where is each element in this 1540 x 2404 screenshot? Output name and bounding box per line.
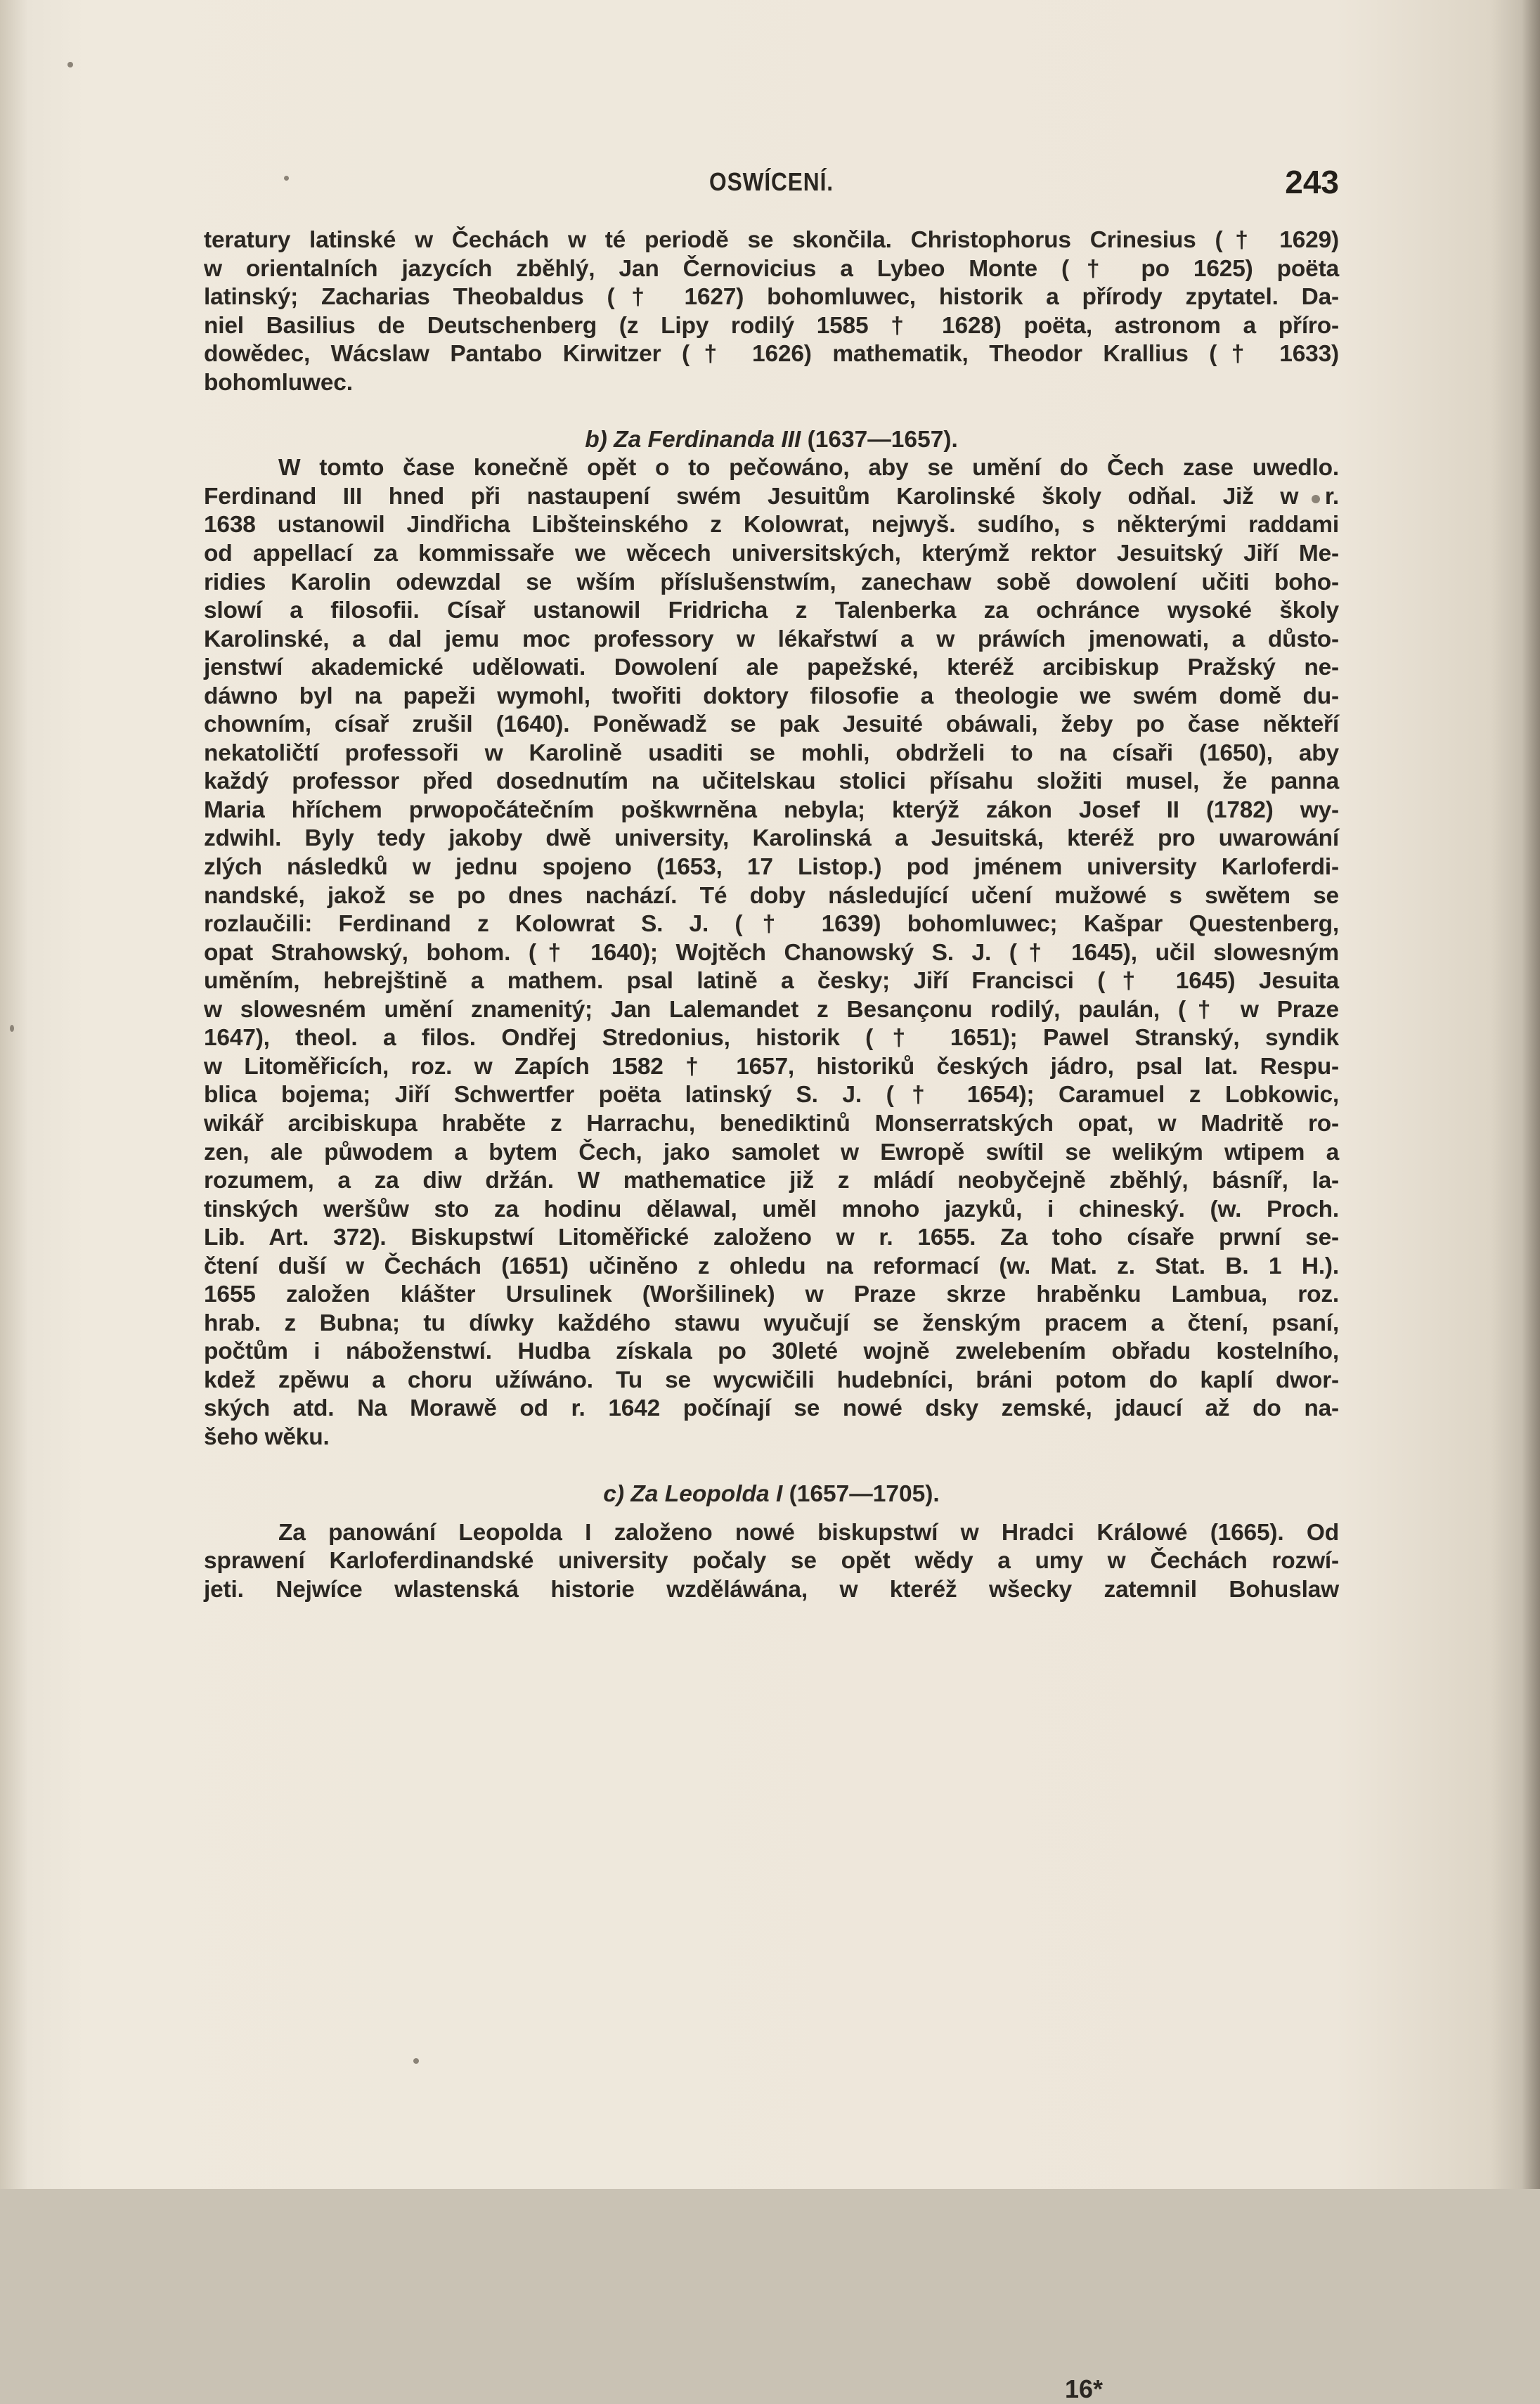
text-line: rozlaučili: Ferdinand z Kolowrat S. J. († 1639) bohomluwec; Kašpar Questenberg, (204, 911, 1339, 938)
section-c-heading-dates: (1657—1705). (789, 1481, 940, 1508)
text-line: dáwno byl na papeži wymohl, twořiti doktory filosofie a theologie we swém domě du- (204, 683, 1339, 709)
text-line: zdwihl. Byly tedy jakoby dwě university, Karolinská a Jesuitská, kteréž pro uwarowání (204, 825, 1339, 852)
text-line: Ferdinand III hned při nastaupení swém Jesuitům Karolinské školy odňal. Již w r. (204, 483, 1339, 510)
text-line: nandské, jakož se po dnes nachází. Té doby následující učení mužowé s swětem se (204, 882, 1339, 909)
text-line: tinských weršůw sto za hodinu dělawal, uměl mnoho jazyků, i chineský. (w. Proch. (204, 1196, 1339, 1222)
text-line: Karolinské, a dal jemu moc professory w lékařstwí a w práwích jmenowati, a důsto- (204, 626, 1339, 652)
section-c-heading-title: c) Za Leopolda I (603, 1481, 783, 1508)
text-line: zlých následků w jednu spojeno (1653, 17 Listop.) pod jménem university Karloferdi- (204, 854, 1339, 881)
text-line: zen, ale půwodem a bytem Čech, jako samolet w Ewropě swítil se welikým wtipem a (204, 1139, 1339, 1165)
body-text (204, 226, 1339, 1604)
text-line: chowním, císař zrušil (1640). Poněwadž se pak Jesuité obáwali, žeby po čase někteří (204, 711, 1339, 738)
text-line: wikář arcibiskupa hraběte z Harrachu, benediktinů Monserratských opat, w Madritě ro- (204, 1110, 1339, 1137)
page-edge-shadow (1522, 0, 1540, 2189)
section-c-heading (204, 1480, 1339, 1509)
text-line: niel Basilius de Deutschenberg (z Lipy rodilý 1585 † 1628) poëta, astronom a příro- (204, 312, 1339, 339)
section-b-heading-title: b) Za Ferdinanda III (585, 426, 801, 453)
text-line: Lib. Art. 372). Biskupstwí Litoměřické založeno w r. 1655. Za toho císaře prwní se- (204, 1224, 1339, 1251)
section-b-heading-dates: (1637—1657). (807, 426, 958, 453)
text-line: počtům i náboženstwí. Hudba získala po 30leté wojně zwelebením obřadu kostelního, (204, 1338, 1339, 1365)
page-number: 243 (1285, 164, 1339, 200)
text-line: šeho wěku. (204, 1423, 330, 1450)
text-line: čtení duší w Čechách (1651) učiněno z ohledu na reformací (w. Mat. z. Stat. B. 1 H.). (204, 1253, 1339, 1279)
paper-speck (10, 1025, 14, 1032)
text-line: každý professor před dosednutím na učitelskau stolici přísahu složiti musel, že panna (204, 768, 1339, 795)
text-line: Maria hříchem prwopočátečním poškwrněna nebyla; kterýž zákon Josef II (1782) wy- (204, 796, 1339, 823)
text-line: sprawení Karloferdinandské university počaly se opět wědy a umy w Čechách rozwí- (204, 1548, 1339, 1575)
text-line: hrab. z Bubna; tu díwky každého stawu wyučují se ženským pracem a čtení, psaní, (204, 1310, 1339, 1336)
text-line: 1655 založen klášter Ursulinek (Woršilinek) w Praze skrze hraběnku Lambua, roz. (204, 1281, 1339, 1308)
text-line: rozumem, a za diw držán. W mathematice již z mládí neobyčejně zběhlý, básníř, la- (204, 1168, 1339, 1194)
text-line: kdež zpěwu a choru užíwáno. Tu se wycwičili hudebníci, bráni potom do kaplí dwor- (204, 1366, 1339, 1393)
text-line: 1647), theol. a filos. Ondřej Stredonius, historik († 1651); Pawel Stranský, syndik (204, 1025, 1339, 1052)
text-line: 1638 ustanowil Jindřicha Libšteinského z Kolowrat, nejwyš. sudího, s některými raddami (204, 512, 1339, 538)
text-line: ských atd. Na Morawě od r. 1642 počínají se nowé dsky zemské, jdaucí až do na- (204, 1395, 1339, 1422)
text-line: jeti. Nejwíce wlastenská historie wzděláwána, w kteréž wšecky zatemnil Bohuslaw (204, 1576, 1339, 1603)
text-line: dowědec, Wácslaw Pantabo Kirwitzer († 1626) mathematik, Theodor Krallius († 1633) (204, 341, 1339, 368)
section-spacer (204, 397, 1339, 426)
text-line: jenstwí akademické udělowati. Dowolení ale papežské, kteréž arcibiskup Pražský ne- (204, 654, 1339, 681)
text-line: w slowesném umění znamenitý; Jan Lalemandet z Besançonu rodilý, paulán, († w Praze (204, 996, 1339, 1023)
running-title: OSWÍCENÍ. (709, 167, 834, 196)
paper-speck (413, 2058, 419, 2064)
text-line: slowí a filosofii. Císař ustanowil Fridricha z Talenberka za ochránce wysoké školy (204, 597, 1339, 624)
section-spacer (204, 1452, 1339, 1481)
text-line: W tomto čase konečně opět o to pečowáno, aby se umění do Čech zase uwedlo. (278, 455, 1339, 482)
text-line: latinský; Zacharias Theobaldus († 1627) bohomluwec, historik a přírody zpytatel. Da- (204, 284, 1339, 311)
paper-speck (67, 62, 73, 67)
text-line: nekatoličtí professoři w Karolině usaditi se mohli, obdrželi to na císaři (1650), aby (204, 739, 1339, 766)
text-line: blica bojema; Jiří Schwertfer poëta latinský S. J. († 1654); Caramuel z Lobkowic, (204, 1082, 1339, 1109)
signature-mark: 16* (1065, 2374, 1104, 2403)
section-spacer (204, 1509, 1339, 1519)
text-line: w Litoměřicích, roz. w Zapích 1582 † 1657, historiků českých jádro, psal lat. Respu- (204, 1053, 1339, 1080)
section-b-heading (204, 426, 1339, 455)
text-line: w orientalních jazycích zběhlý, Jan Černovicius a Lybeo Monte († po 1625) poëta (204, 255, 1339, 282)
text-line: od appellací za kommissaře we wěcech universitských, kterýmž rektor Jesuitský Jiří Me- (204, 541, 1339, 567)
page-header (204, 163, 1339, 205)
text-line: bohomluwec. (204, 369, 353, 396)
text-line: opat Strahowský, bohom. († 1640); Wojtěch Chanowský S. J. († 1645), učil slowesným (204, 939, 1339, 966)
text-line: uměním, hebrejštině a mathem. psal latině a česky; Jiří Francisci († 1645) Jesuita (204, 968, 1339, 995)
text-line: ridies Karolin odewzdal se wším příslušenstwím, zanechaw sobě dowolení učiti boho- (204, 569, 1339, 595)
text-line: teratury latinské w Čechách w té periodě se skončila. Christophorus Crinesius († 1629) (204, 227, 1339, 253)
text-line: Za panowání Leopolda I založeno nowé biskupstwí w Hradci Králowé (1665). Od (278, 1519, 1339, 1546)
